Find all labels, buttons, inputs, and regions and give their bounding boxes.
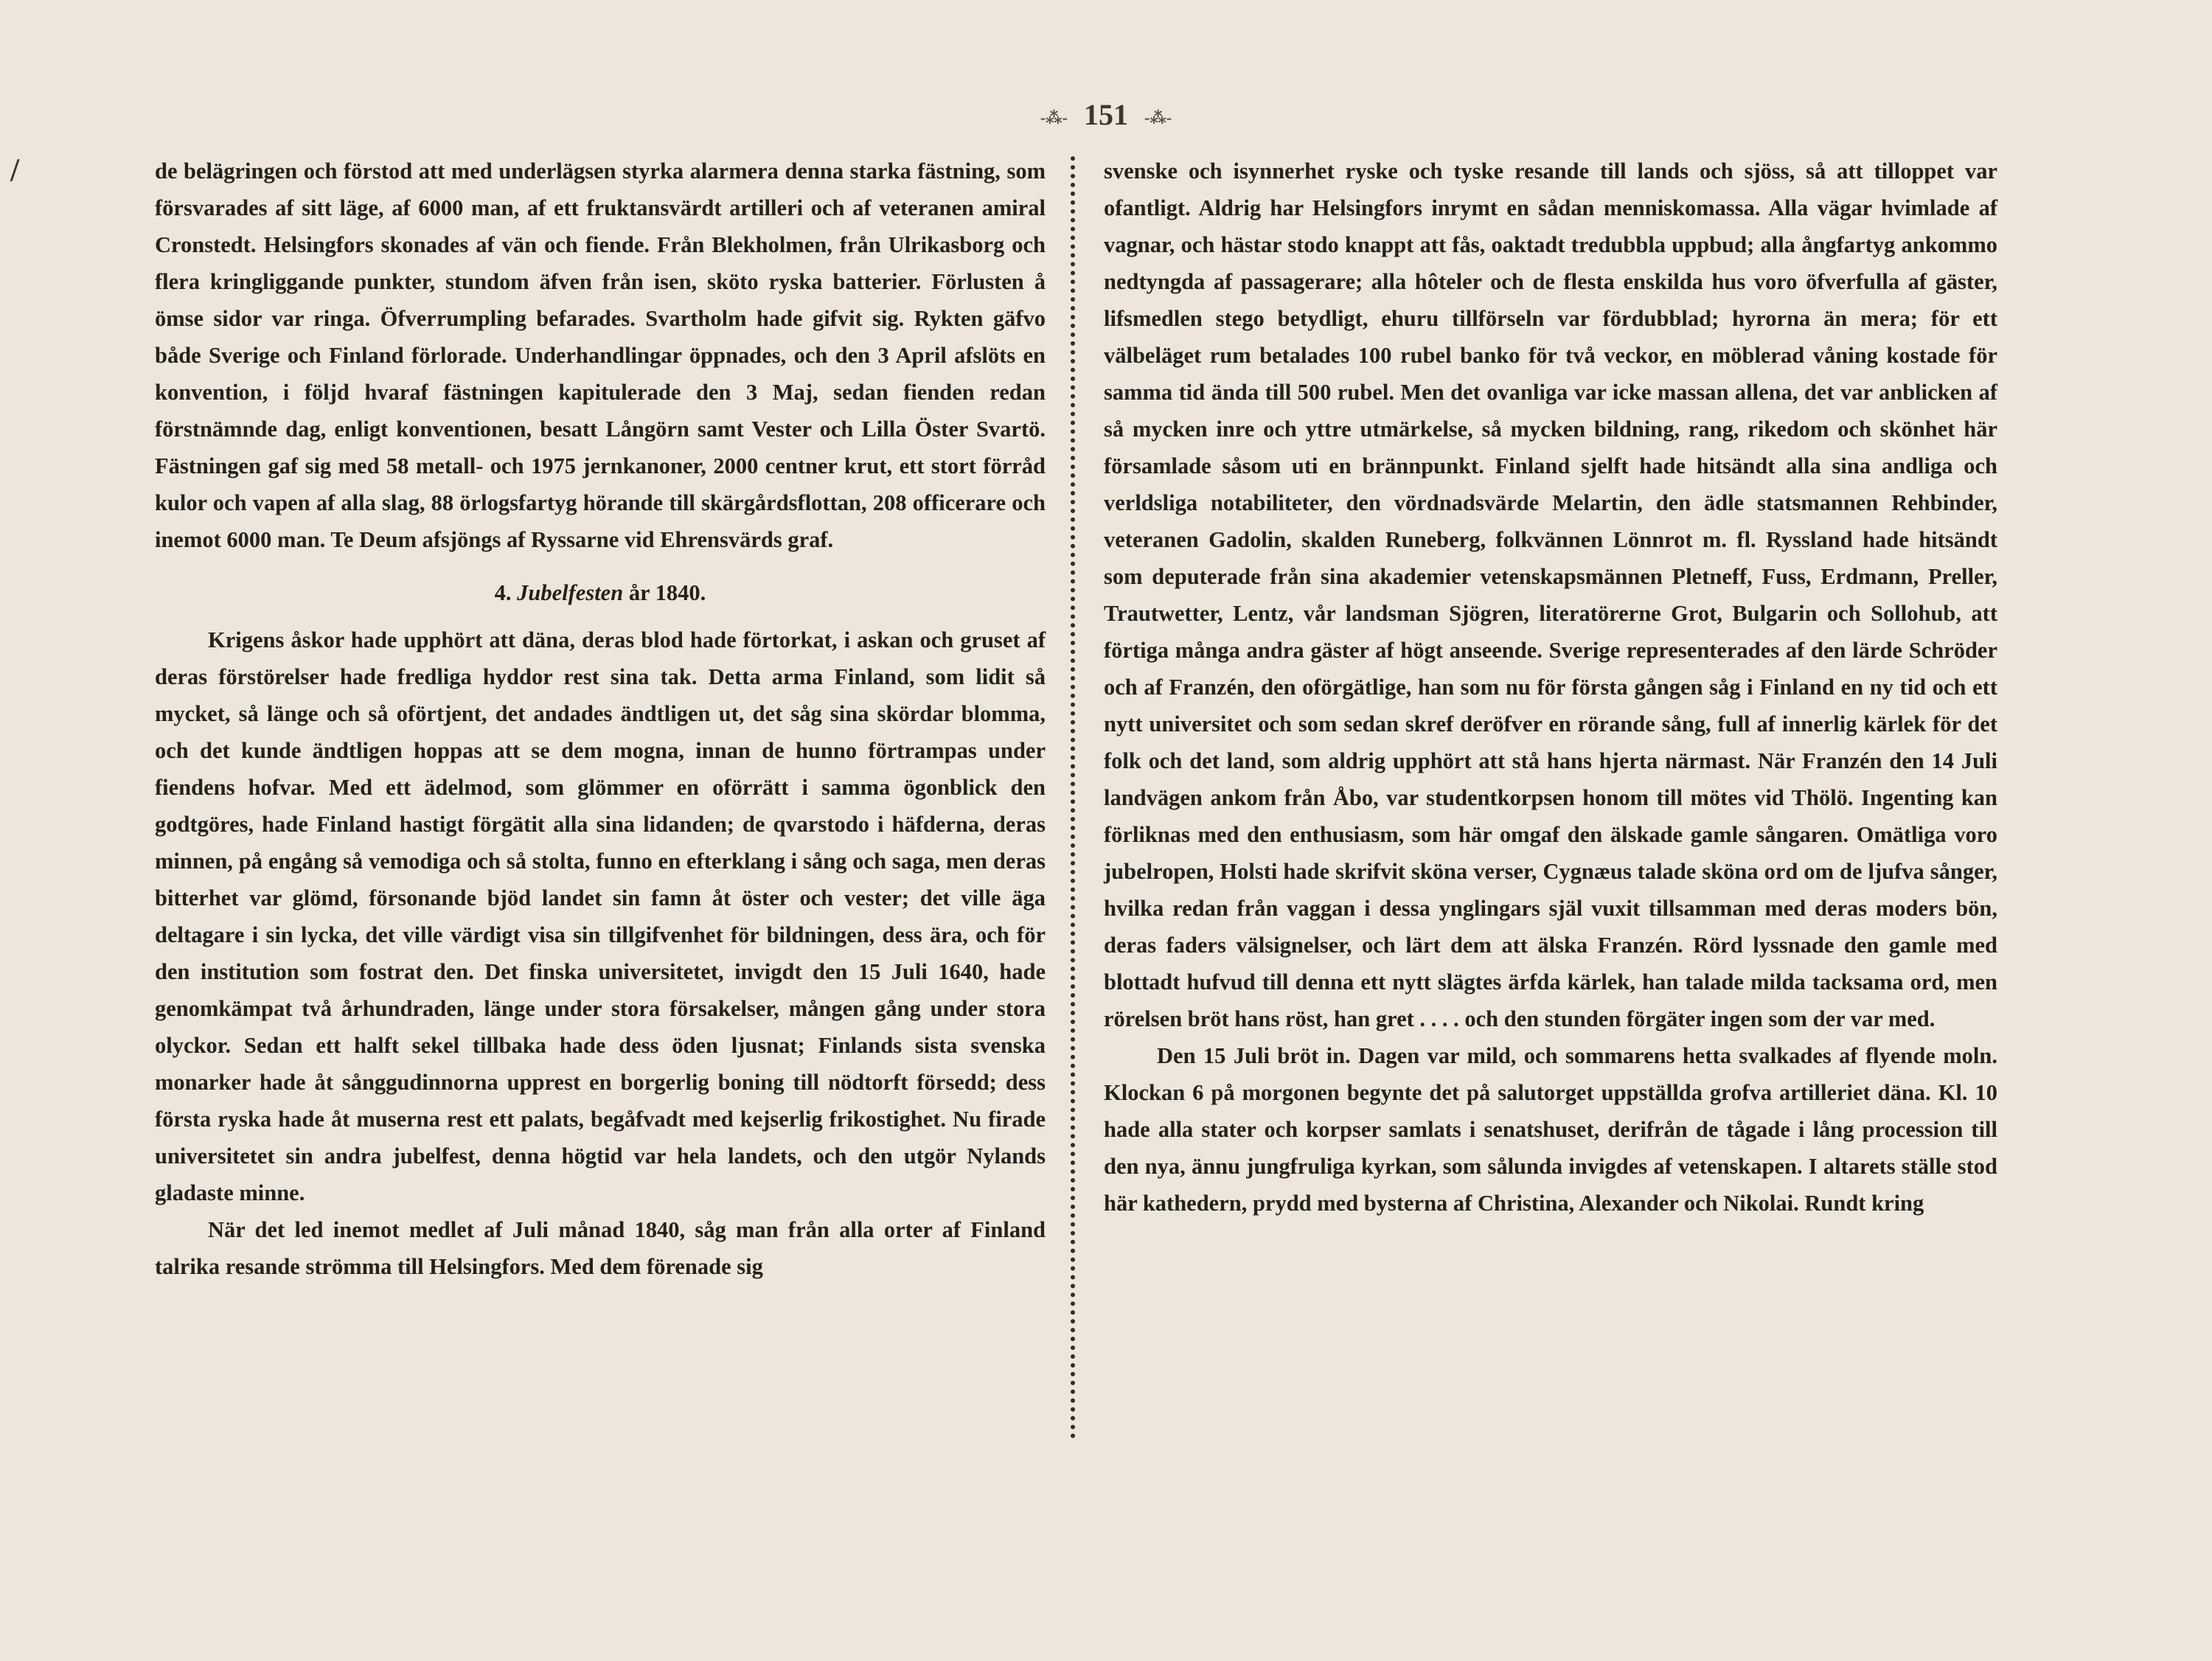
paragraph: När det led inemot medlet af Juli månad 1840, såg man från alla orter af Finland talrika resande strömma till Helsingfors. Med dem förenade sig [155, 1217, 1046, 1279]
column-divider [1071, 156, 1082, 1439]
section-number: 4. [494, 580, 512, 605]
left-column [155, 153, 1046, 1285]
paragraph: de belägringen och förstod att med underlägsen styrka alarmera denna starka fästning, som försvarades af sitt läge, af 6000 man, af ett fruktansvärdt artilleri och af veteranen amiral Cronstedt. Helsingfors skonades af vän och fiende. Från Blekholmen, från Ulrikasborg och flera kringliggande punkter, stundom äfven från isen, sköto ryska batterier. Förlusten å ömse sidor var ringa. Öfverrumpling befarades. Svartholm hade gifvit sig. Rykten gäfvo både Sverige och Finland förlorade. Underhandlingar öppnades, och den 3 April afslöts en konvention, i följd hvaraf fästningen kapitulerade den 3 Maj, sedan fienden redan förstnämnde dag, enligt konventionen, besatt Långörn samt Vester och Lilla Öster Svartö. Fästningen gaf sig med 58 metall- och 1975 jernkanoner, 2000 centner krut, ett stort förråd kulor och vapen af alla slag, 88 örlogsfartyg hörande till skärgårdsflottan, 208 officerare och inemot 6000 man. Te Deum afsjöngs af Ryssarne vid Ehrensvärds graf. [155, 159, 1046, 552]
margin-mark-icon: / [10, 152, 20, 188]
paragraph: Krigens åskor hade upphört att däna, deras blod hade förtorkat, i askan och gruset af deras förstörelser hade fredliga hyddor rest sina tak. Detta arma Finland, som lidit så mycket, så länge och så oförtjent, det andades ändtligen ut, det såg sina skördar blomma, och det kunde ändtligen hoppas att se dem mogna, innan de hunno förtrampas under fiendens hofvar. Med ett ädelmod, som glömmer en oförrätt i samma ögonblick den godtgöres, hade Finland hastigt förgätit alla sina lidanden; de qvarstodo i häfderna, deras minnen, på engång så vemodiga och så stolta, funno en efterklang i sång och saga, men deras bitterhet var glömd, försonande bjöd landet sin famn åt öster och vester; det ville äga deltagare i sin lycka, det ville värdigt visa sin tillgifvenhet för bildningen, dess ära, och för den institution som fostrat den. Det finska universitetet, invigdt den 15 Juli 1640, hade genomkämpat två århundraden, länge under stora försakelser, mången gång under stora olyckor. Sedan ett halft sekel tillbaka hade dess öden ljusnat; Finlands sista svenska monarker hade åt sånggudinnorna upprest en borgerlig boning till nödtorft försedd; dess första ryska hade åt muserna rest ett palats, begåfvadt med kejserlig frikostighet. Nu firade universitetet sin andra jubelfest, denna högtid var hela landets, och den utgör Nylands gladaste minne. [155, 627, 1046, 1205]
section-heading [155, 574, 1046, 611]
paragraph: Den 15 Juli bröt in. Dagen var mild, och sommarens hetta svalkades af flyende moln. Klockan 6 på morgonen begynte det på salutorget uppställda grofva artilleriet däna. Kl. 10 hade alla stater och korpser samlats i senatshuset, derifrån de tågade i lång procession till den nya, ännu jungfruliga kyrkan, som sålunda invigdes af vetenskapen. I altarets ställe stod här kathedern, prydd med bysterna af Christina, Alexander och Nikolai. Rundt kring [1104, 1043, 1997, 1216]
section-title: Jubelfesten [517, 580, 624, 605]
section-title-rest: år 1840. [628, 580, 706, 605]
right-column [1104, 153, 1997, 1222]
paragraph: svenske och isynnerhet ryske och tyske resande till lands och sjöss, så att tilloppet var ofantligt. Aldrig har Helsingfors inrymt en sådan menniskomassa. Alla vägar hvimlade af vagnar, och hästar stodo knappt att fås, oaktadt tredubbla uppbud; alla ångfartyg ankommo nedtyngda af passagerare; alla hôteler och de flesta enskilda hus voro öfverfulla af gäster, lifsmedlen stego betydligt, ehuru tillförseln var fördubblad; hyrorna än mera; för ett välbeläget rum betalades 100 rubel banko för två veckor, en möblerad våning kostade för samma tid ända till 500 rubel. Men det ovanliga var icke massan allena, det var anblicken af så mycken inre och yttre utmärkelse, så mycken bildning, rang, rikedom och skönhet här församlade såsom uti en brännpunkt. Finland sjelft hade hitsändt alla sina andliga och verldsliga notabiliteter, den vördnadsvärde Melartin, den ädle statsmannen Rehbinder, veteranen Gadolin, skalden Runeberg, folkvännen Lönnrot m. fl. Ryssland hade hitsändt som deputerade från sina akademier vetenskapsmännen Pletneff, Fuss, Erdmann, Preller, Trautwetter, Lentz, vår landsman Sjögren, literatörerne Grot, Bulgarin och Sollohub, att förtiga många andra gäster af högt anseende. Sverige representerades af den lärde Schröder och af Franzén, den oförgätlige, han som nu för första gången såg i Finland en ny tid och ett nytt universitet och som sedan skref deröfver en rörande sång, full af innerlig kärlek för det folk och det land, som aldrig upphört att stå hans hjerta närmast. När Franzén den 14 Juli landvägen ankom från Åbo, var studentkorpsen honom till mötes vid Thölö. Ingenting kan förliknas med den enthusiasm, som här omgaf den älskade gamle sångaren. Omätliga voro jubelropen, Holsti hade skrifvit sköna verser, Cygnæus talade sköna ord om de ljufva sånger, hvilka redan från vaggan i dessa ynglingars själ vuxit tillsamman med deras moders bön, deras faders välsignelser, och lärt dem att älska Franzén. Rörd lyssnade den gamle med blottadt hufvud till denna ett nytt slägtes ärfda kärlek, han talade milda tacksama ord, men rörelsen bröt hans röst, han gret . . . . och den stunden förgäter ingen som der var med. [1104, 159, 1997, 1031]
ornament-left-icon: -⁂- [1040, 108, 1068, 127]
ornament-right-icon: -⁂- [1144, 108, 1172, 127]
page-number: 151 [1084, 98, 1128, 131]
page-header [951, 97, 1261, 132]
